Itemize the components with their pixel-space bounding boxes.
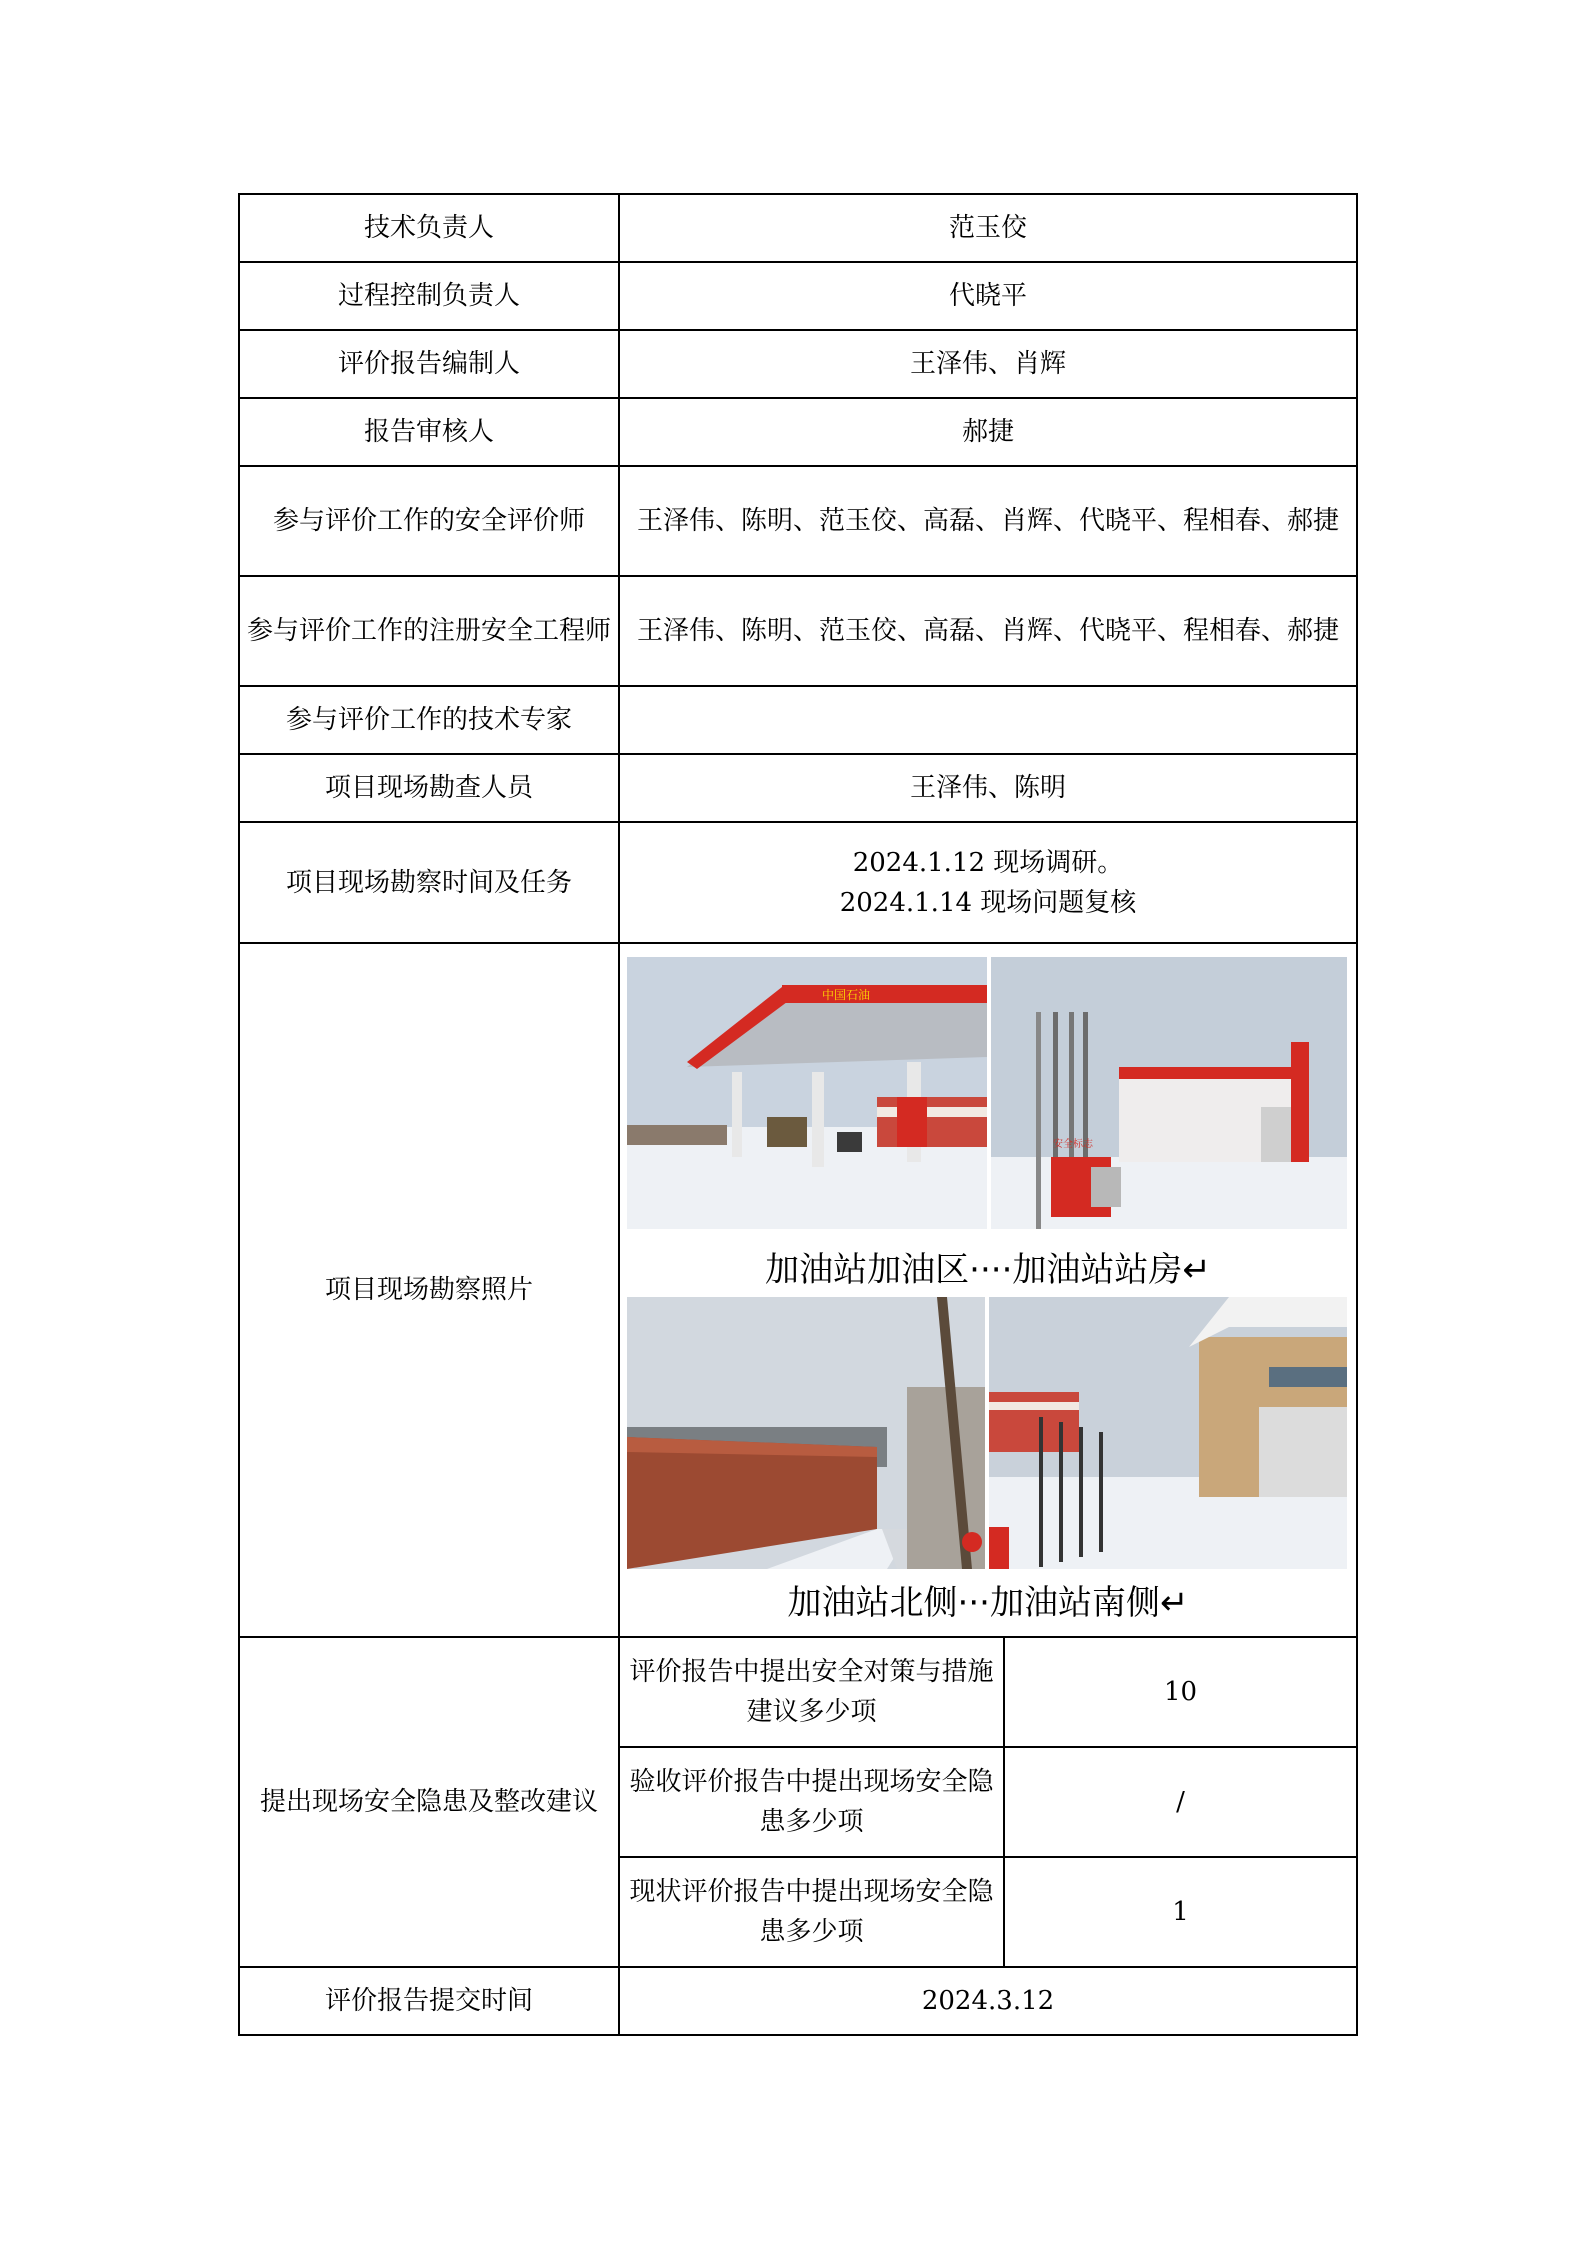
- photo-collage: [625, 945, 1351, 1635]
- hazard-answer-2: /: [1004, 1747, 1357, 1857]
- label-site-staff: 项目现场勘查人员: [239, 754, 619, 822]
- caption-top: 加油站加油区····加油站站房↵: [765, 1250, 1211, 1290]
- label-submit-time: 评价报告提交时间: [239, 1967, 619, 2035]
- row-photos: [239, 943, 1357, 1637]
- site-time-line-2: 2024.1.14 现场问题复核: [839, 887, 1137, 918]
- value-tech-lead: 范玉佼: [619, 194, 1357, 262]
- hazard-question-3: 现状评价报告中提出现场安全隐患多少项: [619, 1857, 1004, 1967]
- value-engineers: 王泽伟、陈明、范玉佼、高磊、肖辉、代晓平、程相春、郝捷: [619, 576, 1357, 686]
- hazard-answer-1: 10: [1004, 1637, 1357, 1747]
- value-process-lead: 代晓平: [619, 262, 1357, 330]
- row-site-staff: [239, 754, 1357, 822]
- hazard-question-1: 评价报告中提出安全对策与措施建议多少项: [619, 1637, 1004, 1747]
- value-site-time: [619, 822, 1357, 943]
- photo-south-side: [989, 1297, 1347, 1569]
- row-process-lead: [239, 262, 1357, 330]
- row-hazard-1: [239, 1637, 1357, 1747]
- hazard-question-2: 验收评价报告中提出现场安全隐患多少项: [619, 1747, 1004, 1857]
- label-experts: 参与评价工作的技术专家: [239, 686, 619, 754]
- label-site-time: 项目现场勘察时间及任务: [239, 822, 619, 943]
- label-report-writer: 评价报告编制人: [239, 330, 619, 398]
- label-process-lead: 过程控制负责人: [239, 262, 619, 330]
- safety-sign: 安全标志: [1053, 1139, 1093, 1150]
- hazard-answer-3: 1: [1004, 1857, 1357, 1967]
- label-photos: 项目现场勘察照片: [239, 943, 619, 1637]
- label-hazards: 提出现场安全隐患及整改建议: [239, 1637, 619, 1967]
- row-evaluators: [239, 466, 1357, 576]
- row-experts: [239, 686, 1357, 754]
- row-engineers: [239, 576, 1357, 686]
- row-reviewer: [239, 398, 1357, 466]
- row-submit-time: [239, 1967, 1357, 2035]
- value-submit-time: 2024.3.12: [619, 1967, 1357, 2035]
- label-engineers: 参与评价工作的注册安全工程师: [239, 576, 619, 686]
- value-reviewer: 郝捷: [619, 398, 1357, 466]
- value-report-writer: 王泽伟、肖辉: [619, 330, 1357, 398]
- value-experts: [619, 686, 1357, 754]
- report-info-table: [238, 193, 1358, 2036]
- photo-fueling-area: [627, 957, 987, 1229]
- value-evaluators: 王泽伟、陈明、范玉佼、高磊、肖辉、代晓平、程相春、郝捷: [619, 466, 1357, 576]
- row-site-time: [239, 822, 1357, 943]
- site-time-line-1: 2024.1.12 现场调研。: [852, 847, 1124, 878]
- photo-station-house: [991, 957, 1347, 1229]
- label-reviewer: 报告审核人: [239, 398, 619, 466]
- label-tech-lead: 技术负责人: [239, 194, 619, 262]
- row-report-writer: [239, 330, 1357, 398]
- photo-north-side: [627, 1297, 985, 1569]
- label-evaluators: 参与评价工作的安全评价师: [239, 466, 619, 576]
- caption-bottom: 加油站北侧···加油站南侧↵: [787, 1583, 1189, 1623]
- value-site-staff: 王泽伟、陈明: [619, 754, 1357, 822]
- canopy-brand: 中国石油: [822, 988, 871, 1002]
- photos-cell: [619, 943, 1357, 1637]
- row-tech-lead: [239, 194, 1357, 262]
